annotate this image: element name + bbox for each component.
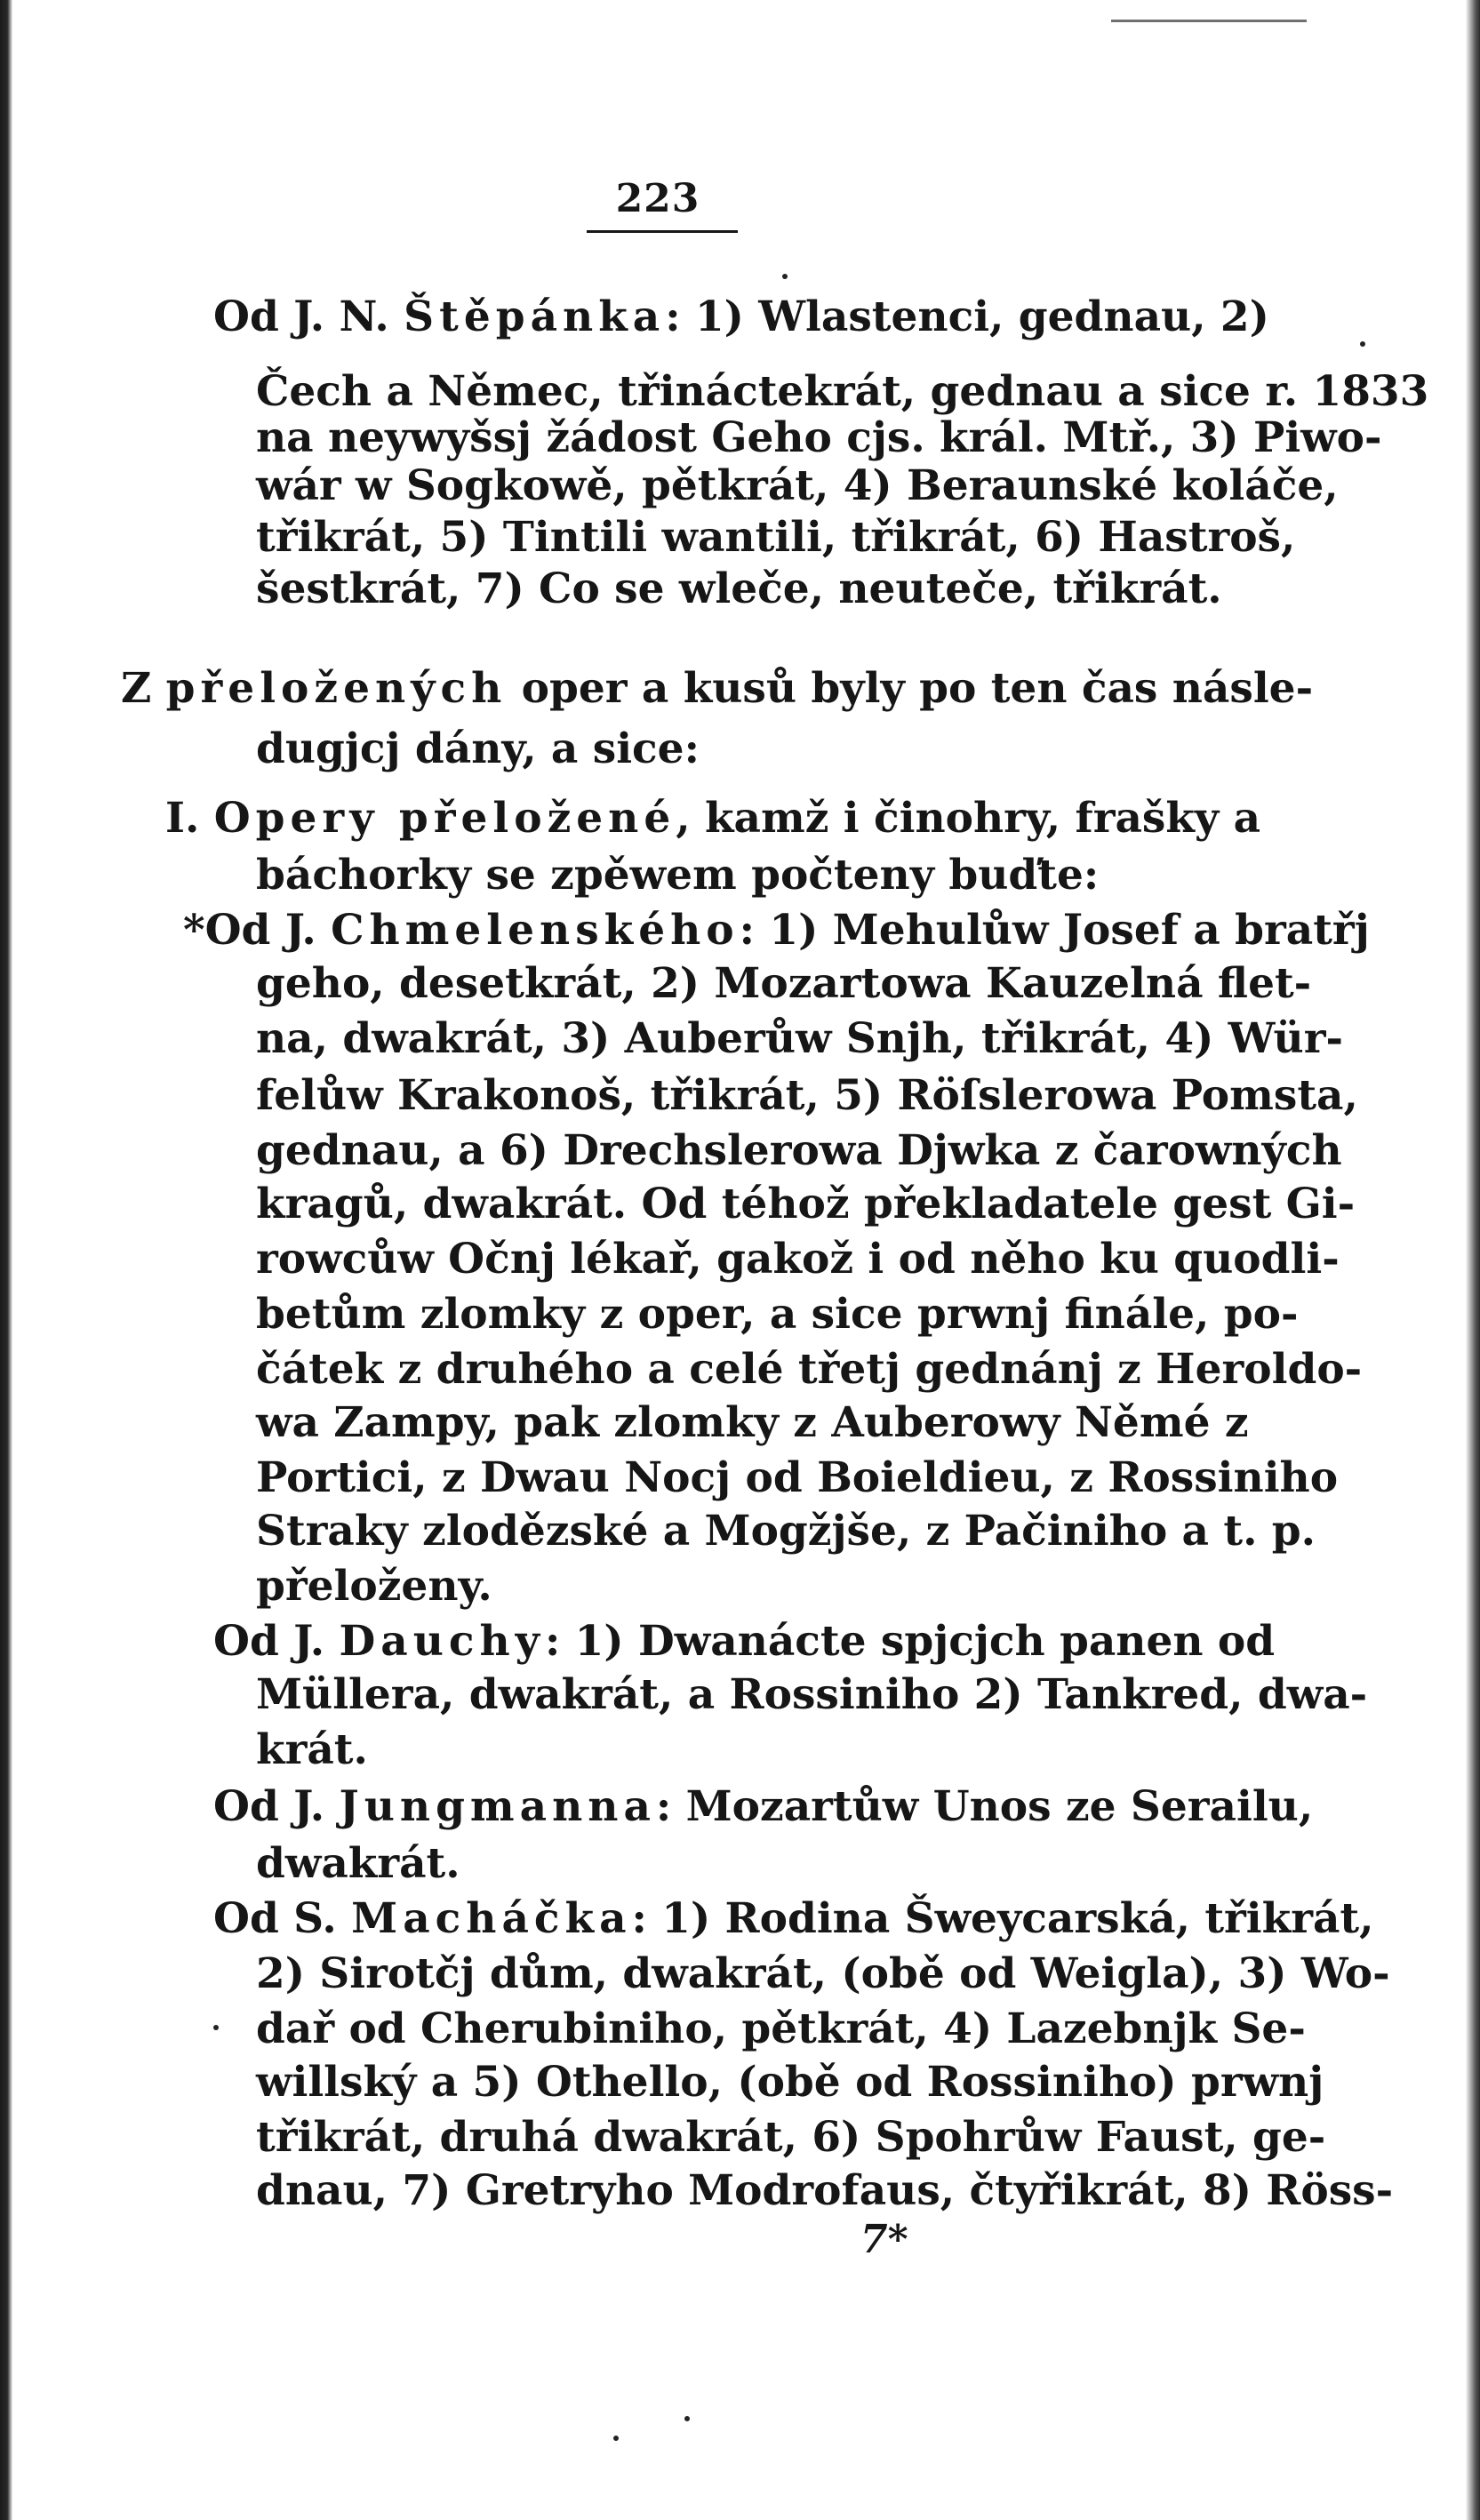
text-line: báchorky se zpěwem počteny buďte: [256,851,1100,900]
paper-speck [213,2025,219,2030]
text-line: Müllera, dwakrát, a Rossiniho 2) Tankred, dwa- [256,1670,1368,1719]
text-line: rowcůw Očnj lékař, gakož i od něho ku quodli- [256,1235,1340,1284]
text-line: betům zlomky z oper, a sice prwnj finále, po- [256,1290,1299,1339]
catchword: 7* [860,2217,908,2262]
text-line: kragů, dwakrát. Od téhož překladatele gest Gi- [256,1180,1356,1228]
paper-speck [1360,341,1365,347]
author-name: Dauchy [339,1617,545,1666]
text-line: Od J. Jungmanna: Mozartůw Unos ze Serailu, [213,1782,1314,1831]
page-number: 223 [615,176,700,221]
text-line: krát. [256,1725,368,1774]
spaced-word: přeložených [165,664,508,713]
text-line: Straky zlodězské a Mogžjše, z Pačiniho a t. p. [256,1507,1316,1556]
text-line: geho, desetkrát, 2) Mozartowa Kauzelná flet- [256,959,1312,1008]
text-line: čátek z druhého a celé třetj gednánj z Heroldo- [256,1345,1363,1394]
text-line: dnau, 7) Gretryho Modrofaus, čtyřikrát, 8) Röss- [256,2166,1394,2215]
author-name: Štěpánka [404,292,666,341]
text-line: Od S. Macháčka: 1) Rodina Šweycarská, třikrát, [213,1894,1374,1943]
text-line: willský a 5) Othello, (obě od Rossiniho) prwnj [256,2058,1324,2107]
text-line: na neywyšsj žádost Geho cjs. král. Mtř., 3) Piwo- [256,413,1382,462]
page-binding-edge [0,0,12,2520]
page-number-rule [587,230,738,233]
text-line: felůw Krakonoš, třikrát, 5) Röſslerowa Pomsta, [256,1071,1358,1120]
text-line: 2) Sirotčj dům, dwakrát, (obě od Weigla), 3) Wo- [256,1949,1390,1998]
text-line: Od J. N. Štěpánka: 1) Wlastenci, gednau, 2) [213,292,1269,341]
text-line: třikrát, druhá dwakrát, 6) Spohrůw Faust, ge- [256,2113,1326,2162]
paper-speck [613,2436,619,2441]
text-line: Čech a Němec, třináctekrát, gednau a sice r. 1833 [256,367,1429,416]
text-line: Portici, z Dwau Nocj od Boieldieu, z Rossiniho [256,1453,1339,1502]
text-line: *Od J. Chmelenského: 1) Mehulůw Josef a bratřj [183,906,1370,955]
text-line: dwakrát. [256,1839,460,1888]
text-line: wár w Sogkowě, pětkrát, 4) Beraunské koláče, [256,461,1339,510]
page-top-edge-mark [1111,20,1307,28]
text-line: na, dwakrát, 3) Auberůw Snjh, třikrát, 4) Wür- [256,1014,1343,1063]
text-line: gednau, a 6) Drechslerowa Djwka z čarowných [256,1126,1342,1175]
text-line: šestkrát, 7) Co se wleče, neuteče, třikrát. [256,564,1222,613]
author-name: Macháčka [351,1894,632,1943]
text-line: dugjcj dány, a sice: [256,724,700,773]
author-name: Jungmanna [339,1782,656,1831]
text-line: Od J. Dauchy: 1) Dwanácte spjcjch panen od [213,1617,1276,1666]
author-name: Chmelenského [331,906,740,955]
text-line: přeloženy. [256,1562,492,1611]
paper-speck [782,274,788,279]
section-heading: I. Opery přeložené, kamž i činohry, frašky a [165,794,1261,843]
text-line: dař od Cherubiniho, pětkrát, 4) Lazebnjk Se- [256,2004,1306,2053]
page-right-edge [1466,0,1480,2520]
text-line: wa Zampy, pak zlomky z Auberowy Němé z [256,1398,1249,1447]
paper-speck [684,2416,690,2421]
text-line: třikrát, 5) Tintili wantili, třikrát, 6) Hastroš, [256,513,1296,562]
spaced-word: Opery přeložené [213,794,676,843]
text-line: Z přeložených oper a kusů byly po ten čas násle- [121,664,1314,713]
